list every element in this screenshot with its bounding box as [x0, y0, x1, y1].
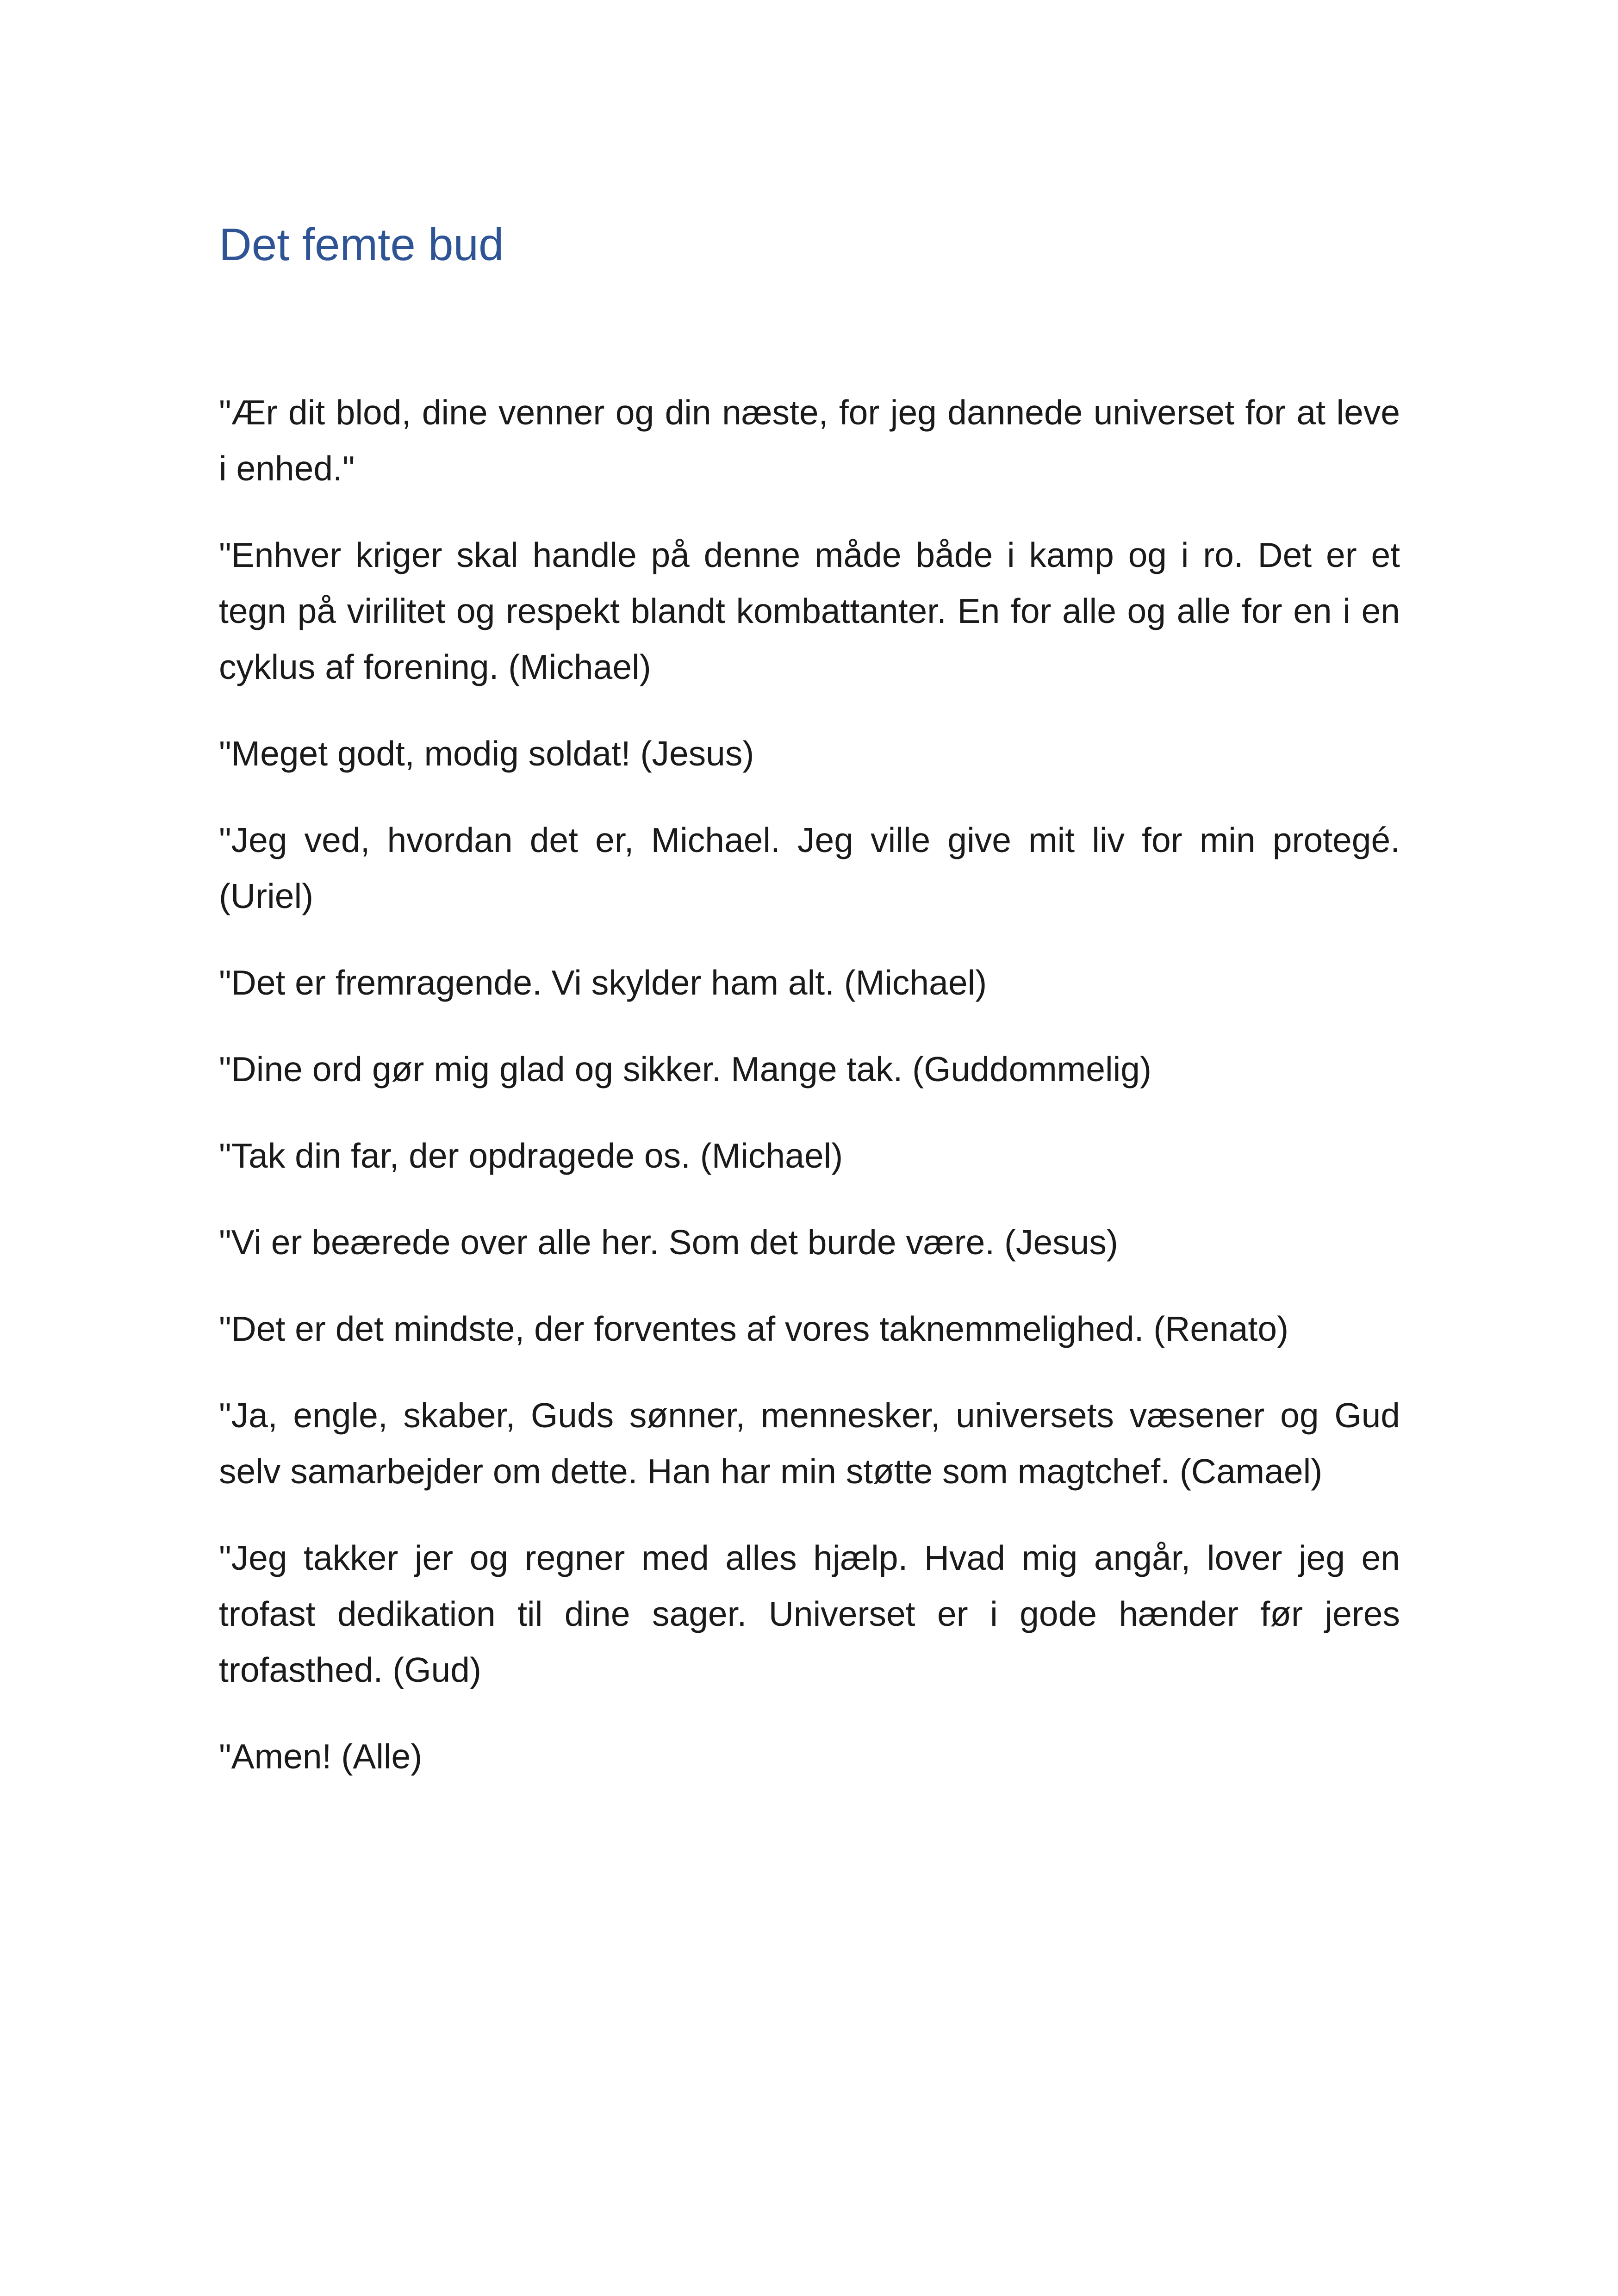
paragraph: "Ær dit blod, dine venner og din næste, for jeg dannede universet for at leve i enhed." — [219, 392, 1400, 488]
paragraph: "Dine ord gør mig glad og sikker. Mange tak. (Guddommelig) — [219, 1049, 1151, 1089]
paragraph: "Jeg ved, hvordan det er, Michael. Jeg ville give mit liv for min protegé. (Uriel) — [219, 820, 1400, 915]
paragraph: "Tak din far, der opdragede os. (Michael) — [219, 1136, 843, 1175]
paragraph: "Ja, engle, skaber, Guds sønner, mennesker, universets væsener og Gud selv samarbejder om dette. Han har min støtte som magtchef. (Camael) — [219, 1395, 1400, 1491]
paragraph: "Amen! (Alle) — [219, 1736, 423, 1776]
paragraph: "Meget godt, modig soldat! (Jesus) — [219, 734, 754, 773]
page-title: Det femte bud — [219, 219, 504, 270]
document-body — [219, 218, 1400, 1815]
paragraph: "Enhver kriger skal handle på denne måde både i kamp og i ro. Det er et tegn på virilitet og respekt blandt kombattanter. En for alle og alle for en i en cyklus af forening. (Michael) — [219, 535, 1400, 686]
paragraph: "Det er det mindste, der forventes af vores taknemmelighed. (Renato) — [219, 1309, 1289, 1348]
paragraph: "Vi er beærede over alle her. Som det burde være. (Jesus) — [219, 1222, 1118, 1262]
paragraph: "Jeg takker jer og regner med alles hjælp. Hvad mig angår, lover jeg en trofast dedikation til dine sager. Universet er i gode hænder før jeres trofasthed. (Gud) — [219, 1538, 1400, 1689]
paragraph: "Det er fremragende. Vi skylder ham alt. (Michael) — [219, 963, 987, 1002]
